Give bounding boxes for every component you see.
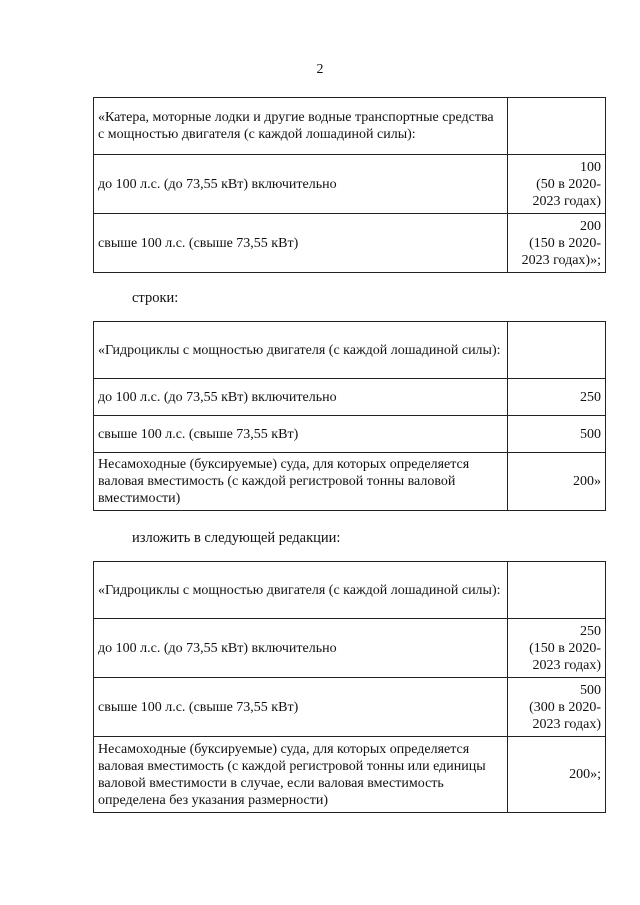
table-row — [94, 214, 606, 273]
table-row — [94, 98, 606, 155]
table-row — [94, 453, 606, 511]
row-label: свыше 100 л.с. (свыше 73,55 кВт) — [94, 678, 508, 737]
row-label: «Гидроциклы с мощностью двигателя (с каждой лошадиной силы): — [94, 322, 508, 379]
row-value — [508, 562, 606, 619]
row-label: Несамоходные (буксируемые) суда, для которых определяется валовая вместимость (с каждой регистровой тонны или единицы валовой вместимости в случае, если валовая вместимость определена без указания размерности) — [94, 737, 508, 813]
table-boats — [93, 97, 606, 273]
paragraph-lines: строки: — [132, 290, 179, 306]
table-row — [94, 155, 606, 214]
row-label: свыше 100 л.с. (свыше 73,55 кВт) — [94, 416, 508, 453]
table-row — [94, 737, 606, 813]
row-value: 200» — [508, 453, 606, 511]
row-value: 500 — [508, 416, 606, 453]
row-value: 500 (300 в 2020- 2023 годах) — [508, 678, 606, 737]
row-value: 250 — [508, 379, 606, 416]
row-label: «Гидроциклы с мощностью двигателя (с каждой лошадиной силы): — [94, 562, 508, 619]
table-row — [94, 562, 606, 619]
page-number: 2 — [316, 62, 324, 77]
row-value — [508, 322, 606, 379]
row-value: 200»; — [508, 737, 606, 813]
row-label: свыше 100 л.с. (свыше 73,55 кВт) — [94, 214, 508, 273]
row-value — [508, 98, 606, 155]
paragraph-new-edition: изложить в следующей редакции: — [132, 530, 341, 546]
table-row — [94, 619, 606, 678]
table-row — [94, 379, 606, 416]
row-value: 100 (50 в 2020- 2023 годах) — [508, 155, 606, 214]
row-label: «Катера, моторные лодки и другие водные транспортные средства с мощностью двигателя (с каждой лошадиной силы): — [94, 98, 508, 155]
row-label: до 100 л.с. (до 73,55 кВт) включительно — [94, 379, 508, 416]
row-label: до 100 л.с. (до 73,55 кВт) включительно — [94, 619, 508, 678]
table-row — [94, 322, 606, 379]
table-row — [94, 678, 606, 737]
row-label: Несамоходные (буксируемые) суда, для которых определяется валовая вместимость (с каждой регистровой тонны валовой вместимости) — [94, 453, 508, 511]
table-jetski-old — [93, 321, 606, 511]
row-value: 250 (150 в 2020- 2023 годах) — [508, 619, 606, 678]
table-row — [94, 416, 606, 453]
table-jetski-new — [93, 561, 606, 813]
row-label: до 100 л.с. (до 73,55 кВт) включительно — [94, 155, 508, 214]
row-value: 200 (150 в 2020- 2023 годах)»; — [508, 214, 606, 273]
